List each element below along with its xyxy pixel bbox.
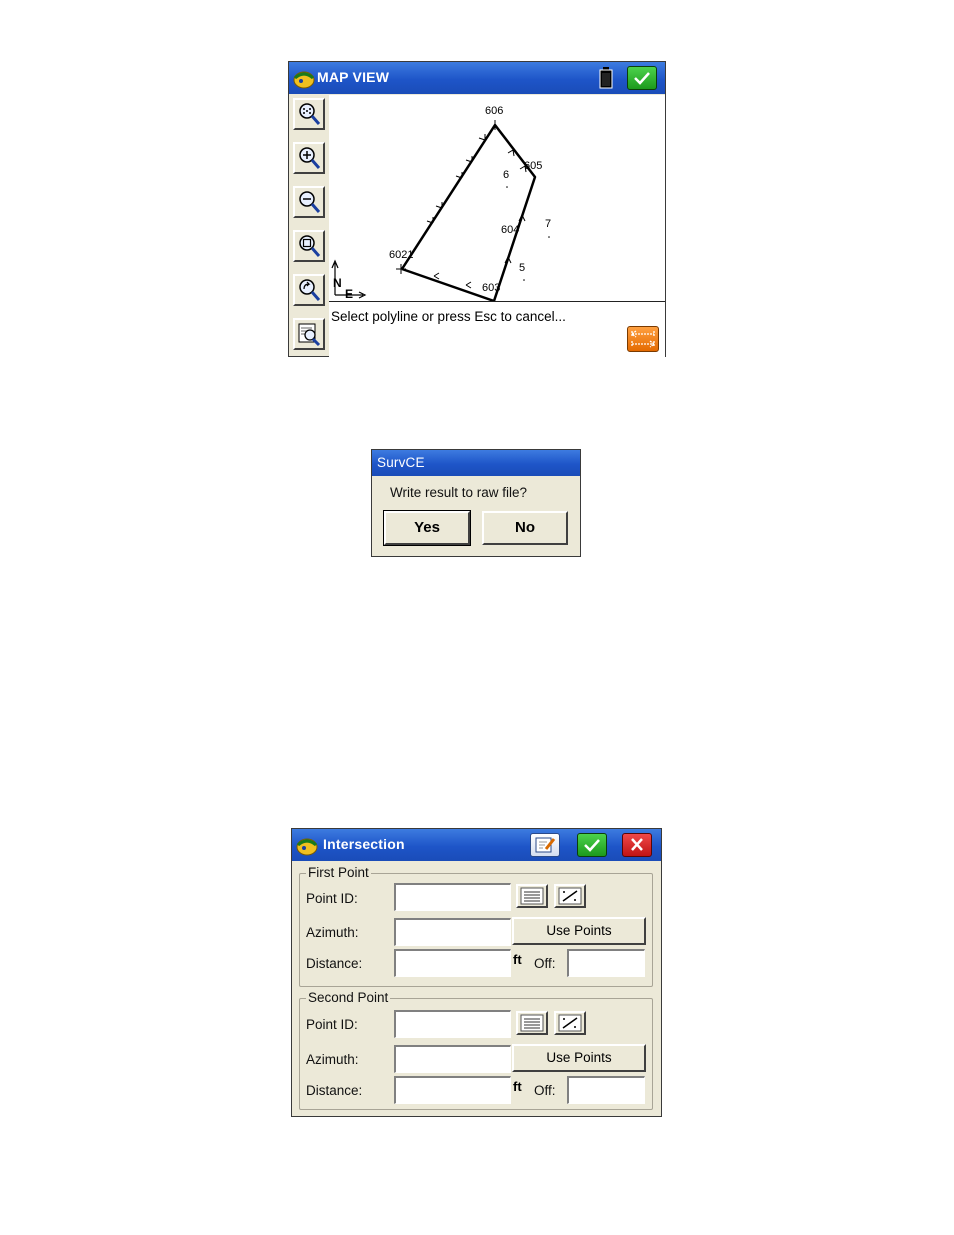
first-distance-label: Distance: <box>306 956 363 971</box>
map-view-window <box>288 61 666 357</box>
second-azimuth-input[interactable] <box>394 1045 511 1073</box>
east-label: E <box>345 287 354 301</box>
point-marker <box>523 279 525 281</box>
first-use-points-button[interactable]: Use Points <box>512 917 646 945</box>
second-use-points-button[interactable]: Use Points <box>512 1044 646 1072</box>
zoom-previous-icon <box>296 277 322 303</box>
second-point-id-label: Point ID: <box>306 1017 358 1032</box>
yes-button[interactable]: Yes <box>384 511 470 545</box>
point-label: 604 <box>501 224 520 236</box>
notes-button[interactable] <box>530 833 560 857</box>
map-canvas[interactable] <box>329 95 665 301</box>
map-pick-icon <box>556 886 584 906</box>
north-east-indicator-icon <box>332 261 365 301</box>
zoom-extents-icon <box>296 101 322 127</box>
map-pick-icon <box>556 1013 584 1033</box>
intersection-title: Intersection <box>323 836 405 852</box>
app-logo-icon <box>292 66 316 90</box>
battery-icon <box>599 67 613 89</box>
map-status-bar <box>329 301 665 357</box>
toggle-direction-button[interactable] <box>627 326 659 352</box>
point-label: 6 <box>503 169 510 181</box>
message-box-question: Write result to raw file? <box>390 485 528 500</box>
edit-notes-icon <box>531 834 559 856</box>
zoom-out-button[interactable] <box>293 186 325 218</box>
first-azimuth-label: Azimuth: <box>306 925 359 940</box>
point-marker <box>506 186 508 188</box>
north-label: N <box>333 276 342 290</box>
first-azimuth-input[interactable] <box>394 918 511 946</box>
ok-button[interactable] <box>627 66 657 90</box>
map-options-button[interactable] <box>293 318 325 350</box>
second-point-list-button[interactable] <box>516 1011 548 1035</box>
message-box-title: SurvCE <box>377 455 425 470</box>
intersection-titlebar <box>292 829 661 861</box>
map-options-icon <box>296 321 322 347</box>
zoom-in-icon <box>296 145 322 171</box>
point-label: 6021 <box>389 249 414 261</box>
no-button[interactable]: No <box>482 511 568 545</box>
second-point-id-input[interactable] <box>394 1010 511 1038</box>
zoom-out-icon <box>296 189 322 215</box>
zoom-in-button[interactable] <box>293 142 325 174</box>
app-logo-icon <box>295 833 319 857</box>
first-offset-label: Off: <box>534 956 556 971</box>
intersection-dialog <box>291 828 662 1117</box>
map-view-titlebar <box>289 62 665 94</box>
first-point-pick-from-map-button[interactable] <box>554 884 586 908</box>
second-distance-input[interactable] <box>394 1076 511 1104</box>
swap-arrows-icon <box>628 327 658 351</box>
first-point-id-input[interactable] <box>394 883 511 911</box>
zoom-window-button[interactable] <box>293 230 325 262</box>
first-distance-input[interactable] <box>394 949 511 977</box>
list-icon <box>518 886 546 906</box>
survce-message-box <box>371 449 581 557</box>
second-distance-unit: ft <box>513 1079 522 1094</box>
point-label: 7 <box>545 218 552 230</box>
list-icon <box>518 1013 546 1033</box>
second-distance-label: Distance: <box>306 1083 363 1098</box>
point-label: 605 <box>524 160 543 172</box>
point-marker <box>548 236 550 238</box>
cancel-button[interactable] <box>622 833 652 857</box>
ok-button[interactable] <box>577 833 607 857</box>
checkmark-icon <box>628 67 656 89</box>
first-point-id-label: Point ID: <box>306 891 358 906</box>
first-offset-input[interactable] <box>567 949 645 977</box>
second-point-legend: Second Point <box>308 990 389 1005</box>
second-offset-label: Off: <box>534 1083 556 1098</box>
first-point-legend: First Point <box>308 865 369 880</box>
map-view-title: MAP VIEW <box>317 69 390 85</box>
traverse-polyline <box>402 125 535 301</box>
point-label: 603 <box>482 282 501 294</box>
point-label: 5 <box>519 262 526 274</box>
close-icon <box>623 834 651 856</box>
first-point-list-button[interactable] <box>516 884 548 908</box>
map-status-text: Select polyline or press Esc to cancel... <box>331 309 566 324</box>
polyline-drawing <box>329 95 665 301</box>
first-distance-unit: ft <box>513 952 522 967</box>
zoom-extents-button[interactable] <box>293 98 325 130</box>
second-azimuth-label: Azimuth: <box>306 1052 359 1067</box>
second-offset-input[interactable] <box>567 1076 645 1104</box>
checkmark-icon <box>578 834 606 856</box>
point-label: 606 <box>485 105 504 117</box>
second-point-pick-from-map-button[interactable] <box>554 1011 586 1035</box>
zoom-window-icon <box>296 233 322 259</box>
zoom-previous-button[interactable] <box>293 274 325 306</box>
message-box-titlebar <box>372 450 580 476</box>
